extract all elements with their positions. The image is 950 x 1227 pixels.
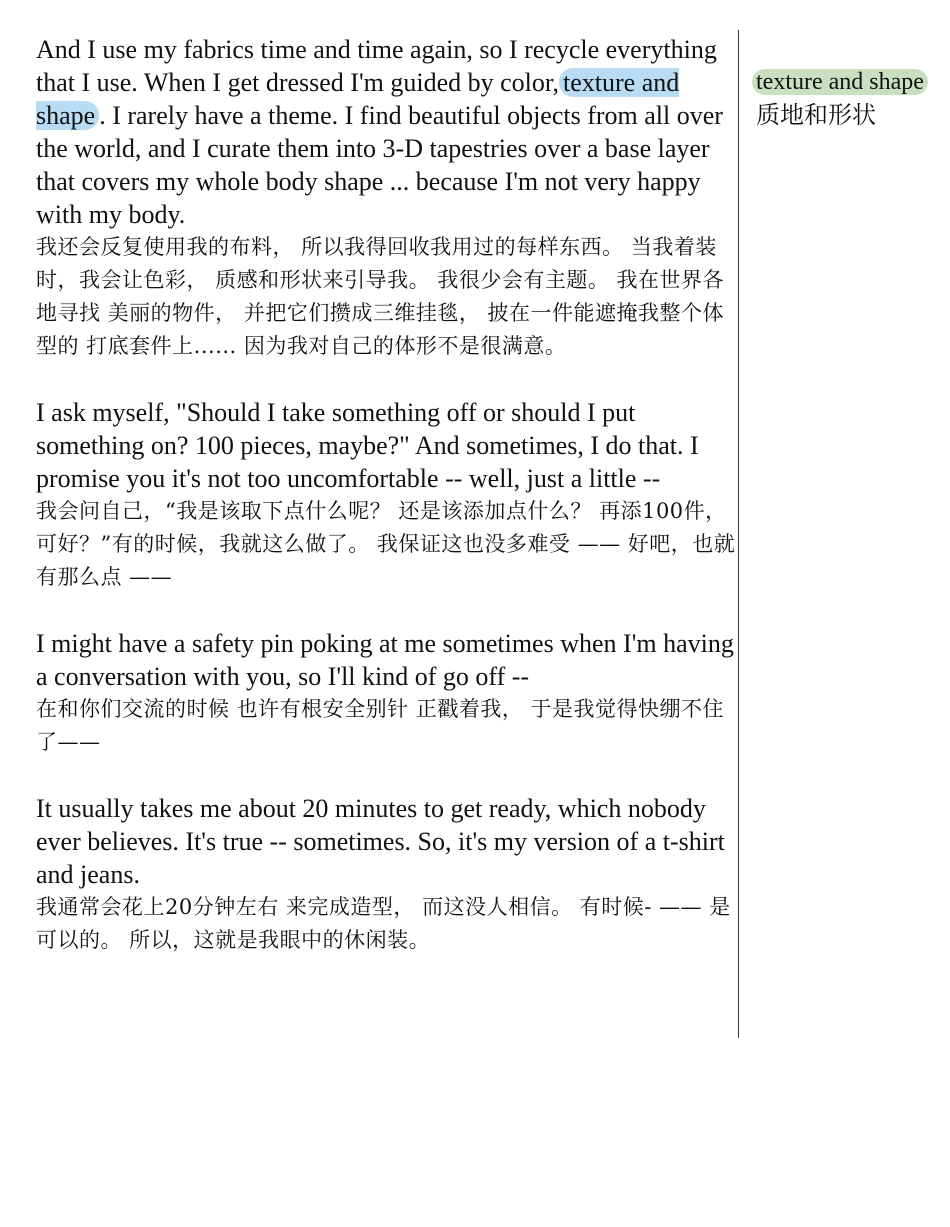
english-text: It usually takes me about 20 minutes to get ready, which nobody ever believes. It's true -- sometimes. So, it's my version of a t-shirt and jeans. <box>36 794 725 889</box>
chinese-translation: 我还会反复使用我的布料， 所以我得回收我用过的每样东西。 当我着装时，我会让色彩， 质感和形状来引导我。 我很少会有主题。 我在世界各地寻找 美丽的物件， 并把它们攒成三维挂毯， 披在一件能遮掩我整个体型的 打底套件上...... 因为我对自己的体形不是很满意。 <box>36 235 725 358</box>
english-text-before: And I use my fabrics time and time again, so I recycle everything that I use. When I get dressed I'm guided by color, <box>36 35 717 97</box>
highlighted-phrase[interactable]: texture and shape <box>36 68 680 130</box>
paragraph-1 <box>36 33 736 363</box>
paragraph-4 <box>36 792 736 957</box>
paragraph-2 <box>36 396 736 594</box>
chinese-translation: 我通常会花上20分钟左右 来完成造型， 而这没人相信。 有时候- —— 是可以的。 所以，这就是我眼中的休闲装。 <box>36 895 731 952</box>
annotation-term: texture and shape <box>752 67 932 97</box>
margin-divider <box>738 30 739 1038</box>
english-text: I might have a safety pin poking at me sometimes when I'm having a conversation with you, so I'll kind of go off -- <box>36 629 734 691</box>
english-text <box>36 33 736 231</box>
english-text-after: . I rarely have a theme. I find beautiful objects from all over the world, and I curate them into 3-D tapestries over a base layer that covers my whole body shape ... because I'm not very happy with my body. <box>36 101 723 229</box>
chinese-translation: 我会问自己，“我是该取下点什么呢？ 还是该添加点什么？ 再添100件，可好？”有的时候，我就这么做了。 我保证这也没多难受 —— 好吧，也就有那么点 —— <box>36 499 736 589</box>
transcript-body <box>36 33 736 990</box>
english-text: I ask myself, "Should I take something off or should I put something on? 100 pieces, maybe?" And sometimes, I do that. I promise you it's not too uncomfortable -- well, just a little -- <box>36 398 699 493</box>
paragraph-3 <box>36 627 736 759</box>
chinese-translation: 在和你们交流的时候 也许有根安全别针 正戳着我， 于是我觉得快绷不住了—— <box>36 697 725 754</box>
margin-annotation[interactable] <box>752 67 932 131</box>
annotation-translation: 质地和形状 <box>756 101 876 129</box>
